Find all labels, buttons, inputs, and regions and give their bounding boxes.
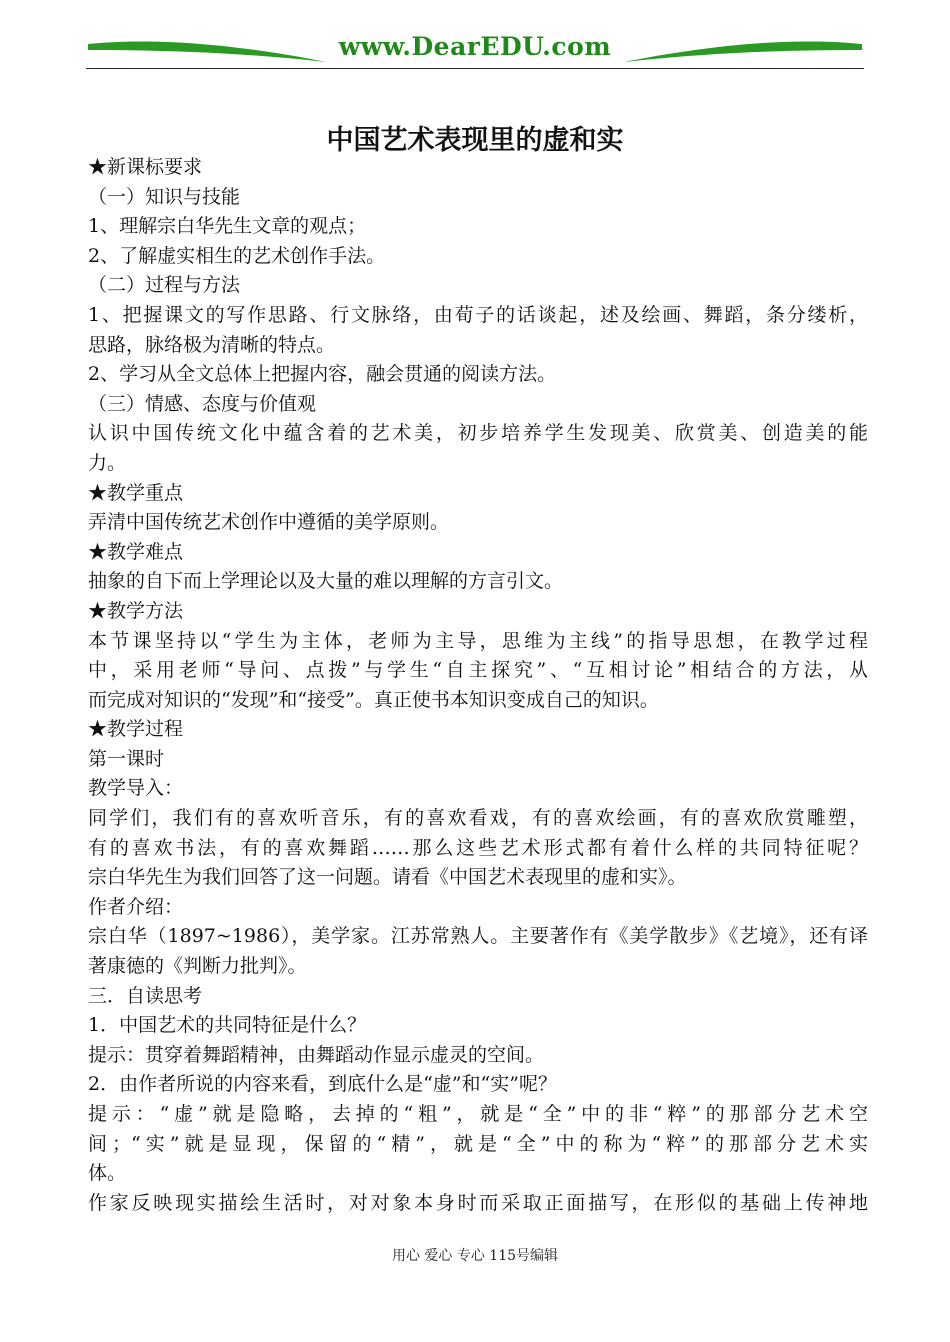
text-line: 本节课坚持以“学生为主体，老师为主导，思维为主线”的指导思想，在教学过程: [88, 629, 868, 652]
text-line: 有的喜欢书法，有的喜欢舞蹈……那么这些艺术形式都有着什么样的共同特征呢？: [88, 836, 868, 859]
text-line: 力。: [88, 451, 127, 474]
text-line: 间；“实”就是显现，保留的“精”，就是“全”中的称为“粹”的那部分艺术实: [88, 1132, 868, 1155]
text-line: 2、了解虚实相生的艺术创作手法。: [88, 244, 386, 267]
text-line: 2．由作者所说的内容来看，到底什么是“虚”和“实”呢？: [88, 1073, 557, 1096]
text-line: 1、把握课文的写作思路、行文脉络，由荀子的话谈起，述及绘画、舞蹈，条分缕析，: [88, 303, 868, 326]
text-line: 1、理解宗白华先生文章的观点；: [88, 215, 367, 238]
site-name[interactable]: www.DearEDU.com: [338, 32, 612, 61]
text-line: 思路，脉络极为清晰的特点。: [88, 333, 336, 356]
text-line: 教学导入：: [88, 777, 184, 800]
text-line: 同学们，我们有的喜欢听音乐，有的喜欢看戏，有的喜欢绘画，有的喜欢欣赏雕塑，: [88, 807, 868, 830]
text-line: 1．中国艺术的共同特征是什么？: [88, 1014, 367, 1037]
text-line: 宗白华（1897~1986），美学家。江苏常熟人。主要著作有《美学散步》《艺境》，还有译: [88, 925, 868, 948]
text-line: 提示：“虚”就是隐略，去掉的“粗”，就是“全”中的非“粹”的那部分艺术空: [88, 1103, 868, 1125]
text-line: 体。: [88, 1162, 127, 1185]
text-line: 抽象的自下而上学理论以及大量的难以理解的方言引文。: [88, 570, 564, 593]
text-line: 而完成对知识的“发现”和“接受”。真正使书本知识变成自己的知识。: [88, 688, 659, 711]
text-line: （三）情感、态度与价值观: [88, 392, 317, 415]
text-line: ★教学重点: [88, 481, 184, 504]
text-line: 2、学习从全文总体上把握内容，融会贯通的阅读方法。: [88, 363, 557, 386]
page-footer: 用心 爱心 专心 115号编辑: [391, 1248, 559, 1264]
text-line: 三．自读思考: [88, 984, 203, 1007]
text-line: 作者介绍：: [88, 895, 184, 918]
document-title: 中国艺术表现里的虚和实: [326, 125, 624, 156]
text-line: ★教学方法: [88, 599, 184, 622]
text-line: 作家反映现实描绘生活时，对对象本身时而采取正面描写，在形似的基础上传神地: [88, 1191, 868, 1214]
text-line: 中，采用老师“导问、点拨”与学生“自主探究”、“互相讨论”相结合的方法，从: [88, 659, 868, 682]
text-line: 提示：贯穿着舞蹈精神，由舞蹈动作显示虚灵的空间。: [88, 1043, 545, 1066]
text-line: 宗白华先生为我们回答了这一问题。请看《中国艺术表现里的虚和实》。: [88, 866, 687, 889]
text-line: 著康德的《判断力批判》。: [88, 955, 307, 978]
text-line: ★新课标要求: [88, 156, 203, 178]
header-rule: [86, 68, 864, 69]
text-line: ★教学过程: [88, 718, 184, 741]
site-header: [86, 30, 864, 74]
text-line: ★教学难点: [88, 540, 184, 563]
text-line: （一）知识与技能: [88, 185, 241, 208]
text-line: 第一课时: [88, 747, 165, 770]
text-line: 认识中国传统文化中蕴含着的艺术美，初步培养学生发现美、欣赏美、创造美的能: [88, 422, 868, 445]
text-line: 弄清中国传统艺术创作中遵循的美学原则。: [88, 511, 450, 534]
document-body: [88, 153, 868, 1218]
text-line: （二）过程与方法: [88, 274, 241, 297]
